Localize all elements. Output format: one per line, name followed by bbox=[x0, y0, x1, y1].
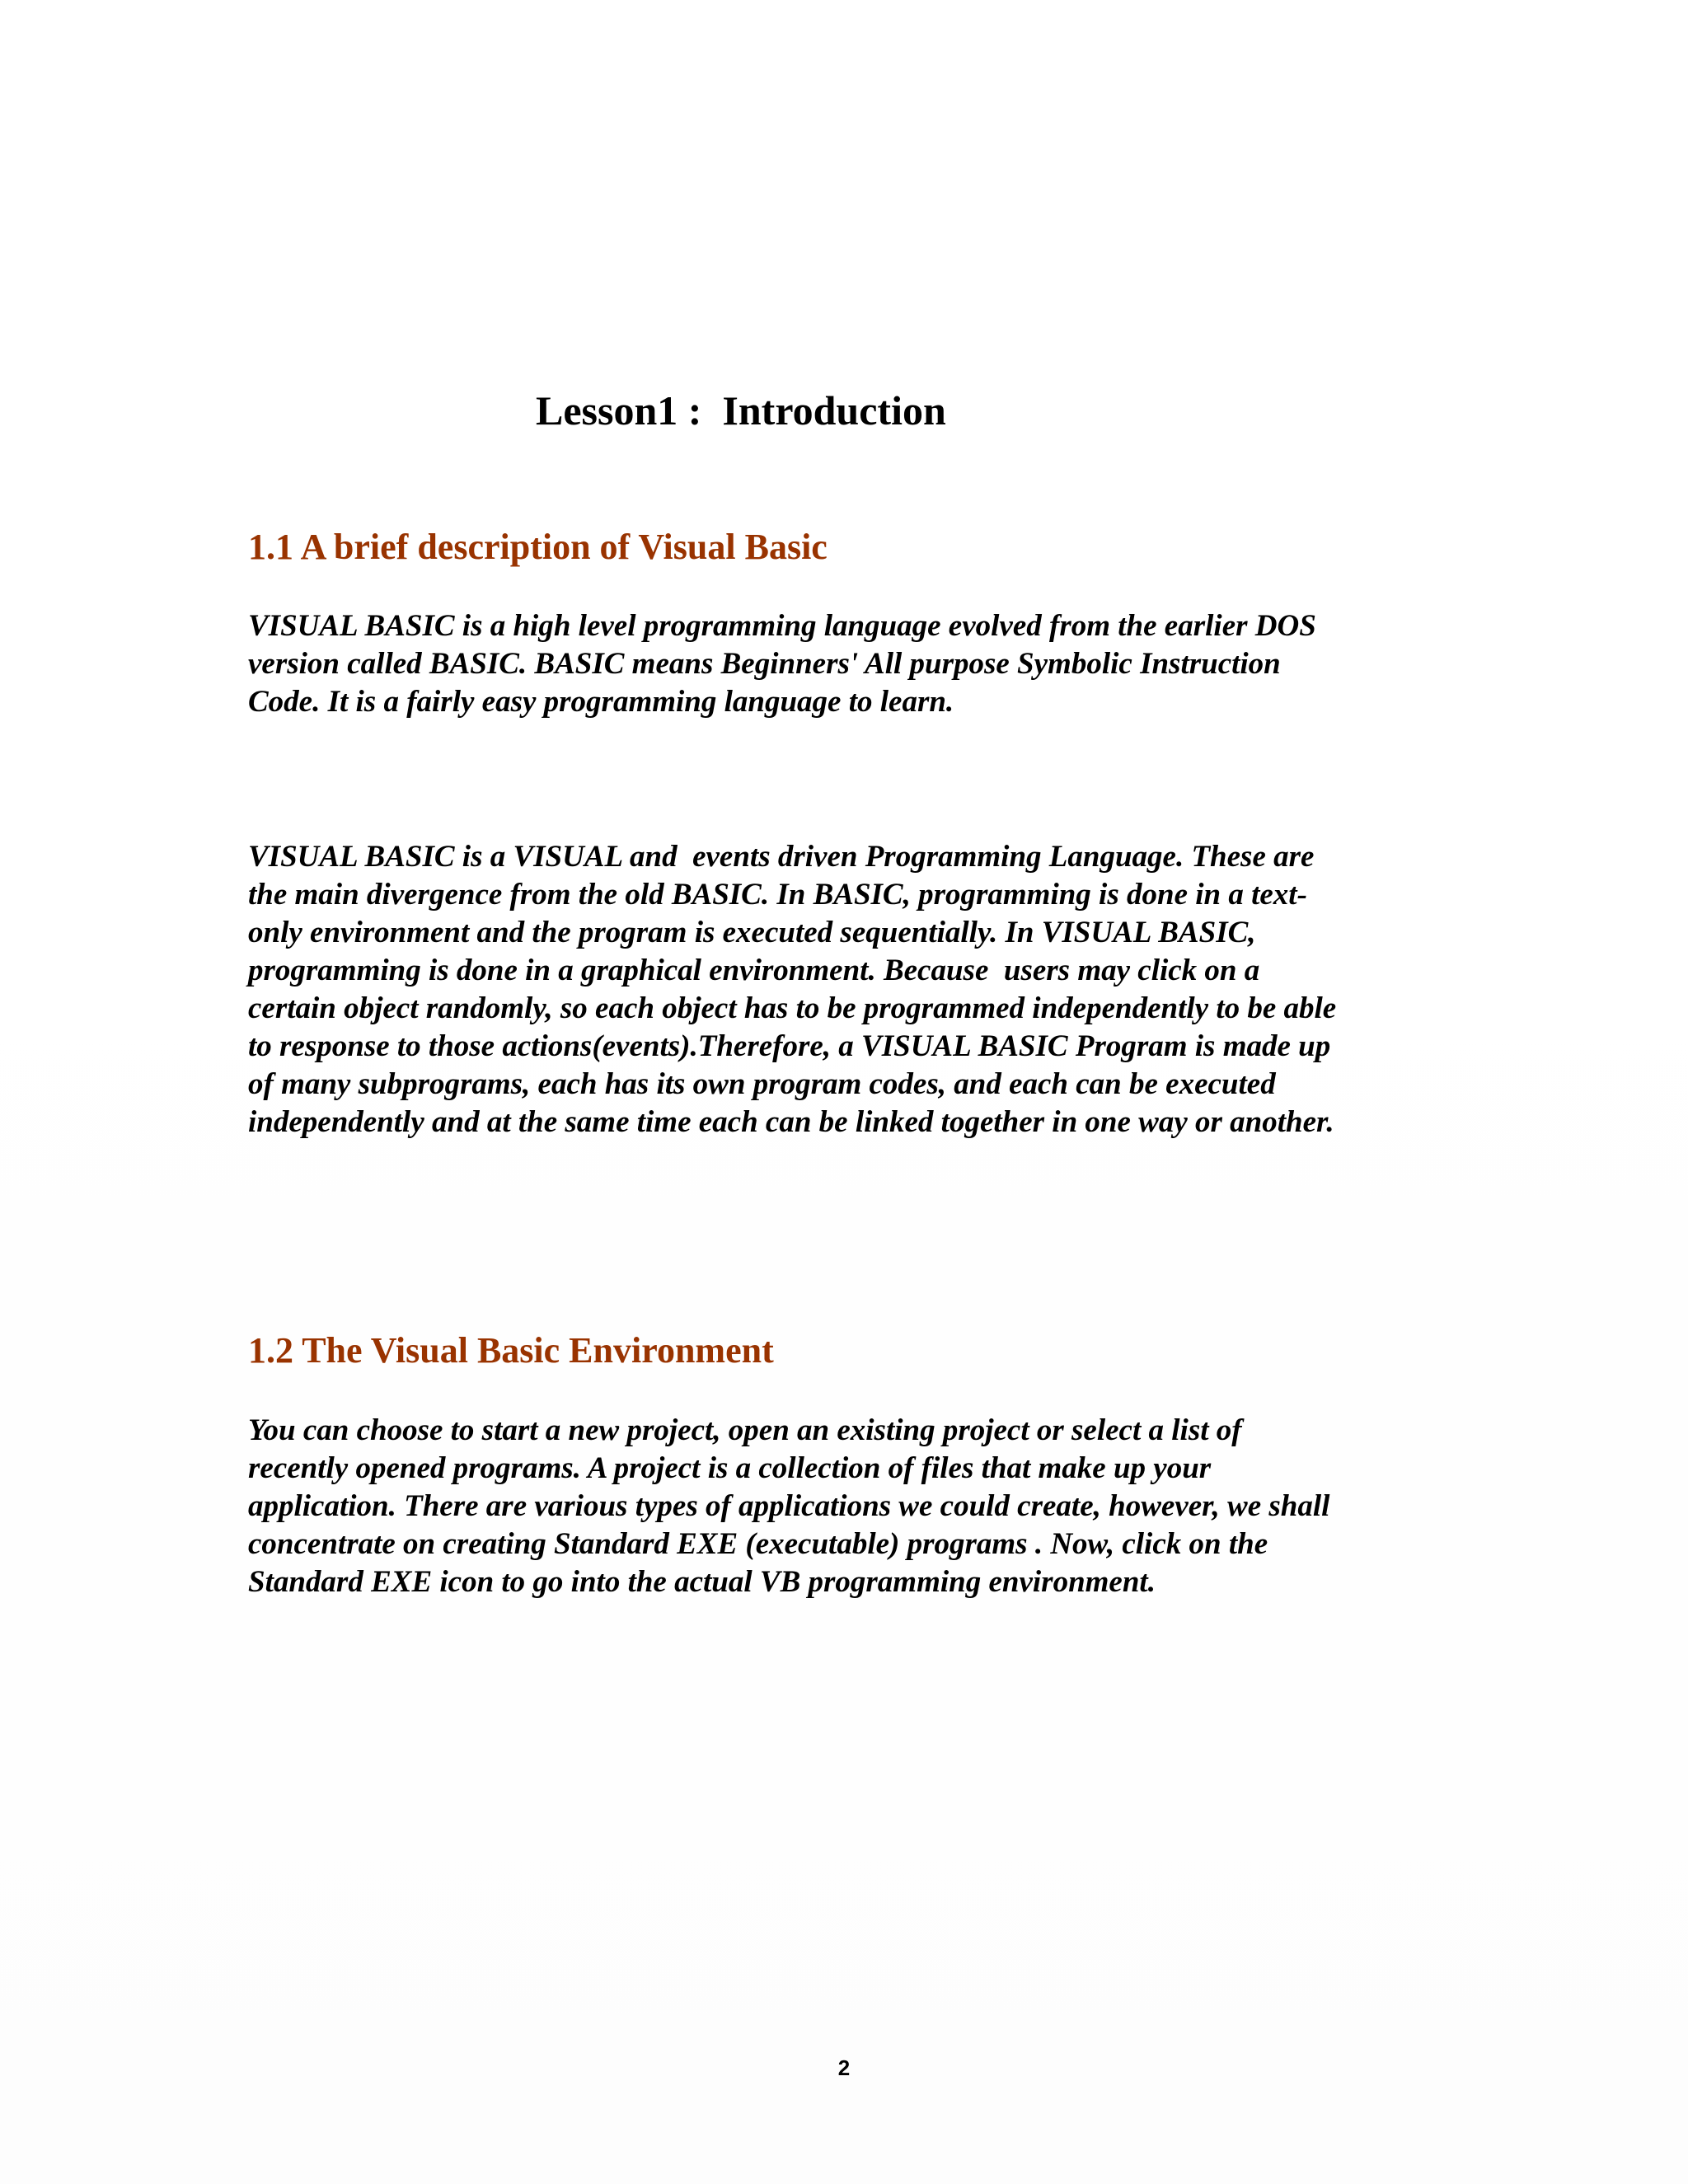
page-number: 2 bbox=[837, 2055, 851, 2080]
paragraph-line: VISUAL BASIC is a VISUAL and events driven Programming Language. These are bbox=[248, 840, 1315, 874]
section-heading-1-1: 1.1 A brief description of Visual Basic bbox=[248, 527, 828, 567]
section-heading-1-2: 1.2 The Visual Basic Environment bbox=[248, 1330, 774, 1371]
paragraph-event-driven bbox=[248, 838, 1336, 1141]
paragraph-line: certain object randomly, so each object has to be programmed independently to be able bbox=[248, 991, 1337, 1025]
paragraph-line: Standard EXE icon to go into the actual VB programming environment. bbox=[248, 1565, 1156, 1599]
paragraph-vb-description bbox=[248, 607, 1316, 721]
paragraph-line: You can choose to start a new project, open an existing project or select a list of bbox=[248, 1413, 1242, 1447]
paragraph-line: version called BASIC. BASIC means Beginners' All purpose Symbolic Instruction bbox=[248, 647, 1281, 681]
paragraph-line: to response to those actions(events).Therefore, a VISUAL BASIC Program is made up bbox=[248, 1029, 1331, 1063]
paragraph-line: Code. It is a fairly easy programming language to learn. bbox=[248, 685, 954, 719]
paragraph-line: concentrate on creating Standard EXE (executable) programs . Now, click on the bbox=[248, 1527, 1268, 1561]
paragraph-line: programming is done in a graphical environment. Because users may click on a bbox=[248, 954, 1260, 987]
paragraph-line: recently opened programs. A project is a collection of files that make up your bbox=[248, 1451, 1212, 1485]
paragraph-line: independently and at the same time each can be linked together in one way or another. bbox=[248, 1105, 1334, 1139]
paragraph-line: of many subprograms, each has its own program codes, and each can be executed bbox=[248, 1067, 1276, 1101]
paragraph-line: VISUAL BASIC is a high level programming language evolved from the earlier DOS bbox=[248, 609, 1316, 643]
paragraph-line: the main divergence from the old BASIC. In BASIC, programming is done in a text- bbox=[248, 878, 1307, 912]
paragraph-line: application. There are various types of applications we could create, however, we shall bbox=[248, 1489, 1330, 1523]
paragraph-vb-environment bbox=[248, 1412, 1329, 1601]
page-title: Lesson1 : Introduction bbox=[536, 387, 946, 434]
paragraph-line: only environment and the program is executed sequentially. In VISUAL BASIC, bbox=[248, 916, 1256, 949]
